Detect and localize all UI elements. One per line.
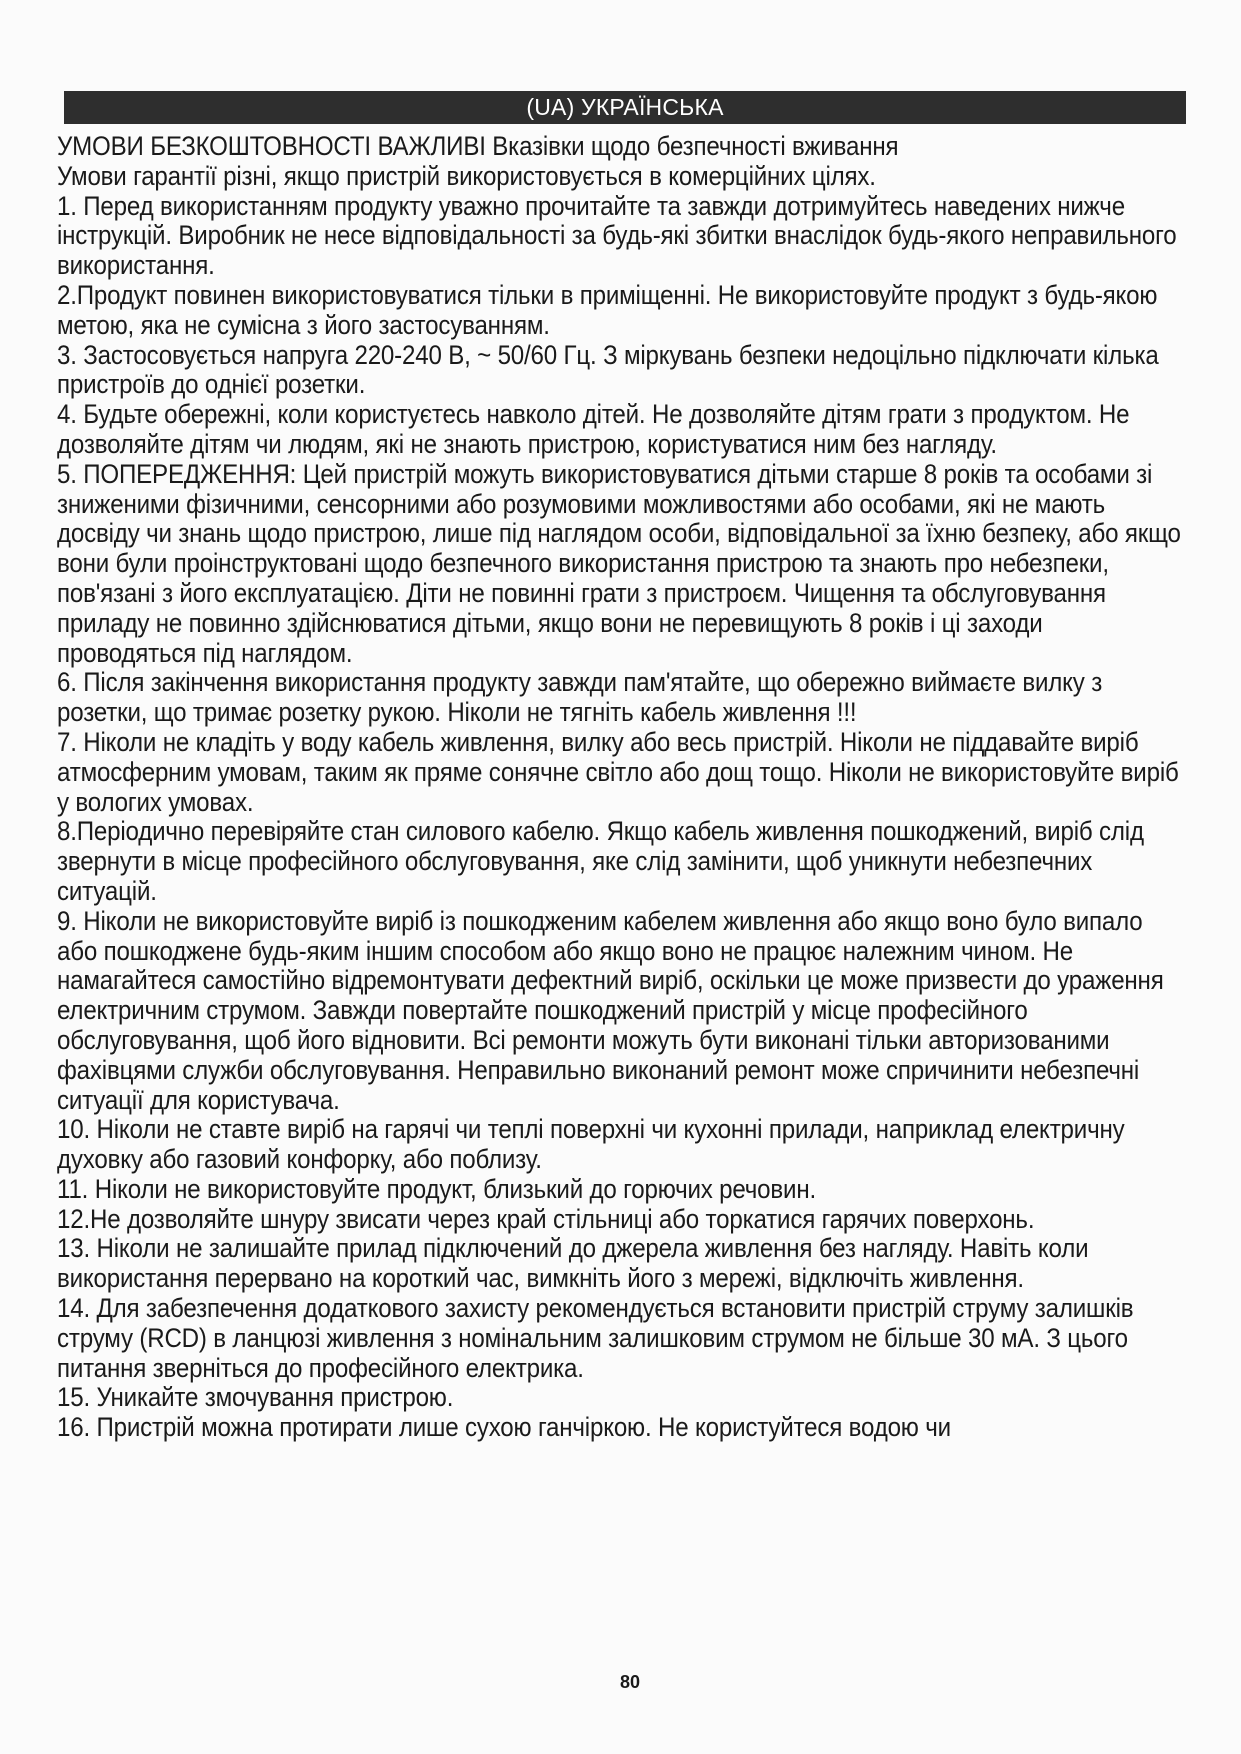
- instruction-item-15: 15. Уникайте змочування пристрою.: [57, 1382, 454, 1413]
- instruction-item-11: 11. Ніколи не використовуйте продукт, близький до горючих речовин.: [57, 1173, 816, 1204]
- instruction-item-5: 5. ПОПЕРЕДЖЕННЯ: Цей пристрій можуть використовуватися дітьми старше 8 років та особами зі зниженими фізичними, сенсорними або розумовими можливостями або особами, які не мають досвіду чи знань щодо пристрою, лише під наглядом особи, відповідальної за їхню безпеку, або якщо вони були проінструктовані щодо безпечного використання пристрою та знають про небезпеки, пов'язані з його експлуатацією. Діти не повинні грати з пристроєм. Чищення та обслуговування приладу не повинно здійснюватися дітьми, якщо вони не перевищують 8 років і ці заходи проводяться під наглядом.: [57, 458, 1181, 668]
- instructions-body: [57, 132, 1185, 1443]
- instruction-item-2: 2.Продукт повинен використовуватися тільки в приміщенні. Не використовуйте продукт з будь-якою метою, яка не сумісна з його застосуванням.: [57, 279, 1158, 340]
- instruction-item-7: 7. Ніколи не кладіть у воду кабель живлення, вилку або весь пристрій. Ніколи не піддавайте виріб атмосферним умовам, таким як пряме сонячне світло або дощ тощо. Ніколи не використовуйте виріб у вологих умовах.: [57, 726, 1179, 817]
- instruction-item-8: 8.Періодично перевіряйте стан силового кабелю. Якщо кабель живлення пошкоджений, виріб слід звернути в місце професійного обслуговування, яке слід замінити, щоб уникнути небезпечних ситуацій.: [57, 816, 1144, 906]
- instruction-item-3: 3. Застосовується напруга 220-240 В, ~ 50/60 Гц. З міркувань безпеки недоцільно підключати кілька пристроїв до однієї розетки.: [57, 339, 1159, 400]
- instruction-item-9: 9. Ніколи не використовуйте виріб із пошкодженим кабелем живлення або якщо воно було випало або пошкоджене будь-яким іншим способом або якщо воно не працює належним чином. Не намагайтеся самостійно відремонтувати дефектний виріб, оскільки це може призвести до ураження електричним струмом. Завжди повертайте пошкоджений пристрій у місце професійного обслуговування, щоб його відновити. Всі ремонти можуть бути виконані тільки авторизованими фахівцями служби обслуговування. Неправильно виконаний ремонт може спричинити небезпечні ситуації для користувача.: [57, 905, 1164, 1115]
- page-number: 80: [619, 1672, 641, 1692]
- instruction-item-16: 16. Пристрій можна протирати лише сухою ганчіркою. Не користуйтеся водою чи: [57, 1412, 951, 1443]
- instruction-item-14: 14. Для забезпечення додаткового захисту рекомендується встановити пристрій струму залишків струму (RCD) в ланцюзі живлення з номінальним залишковим струмом не більше 30 мА. З цього питання зверніться до професійного електрика.: [57, 1293, 1134, 1383]
- warranty-note: Умови гарантії різні, якщо пристрій використовується в комерційних цілях.: [57, 160, 876, 191]
- document-title: УМОВИ БЕЗКОШТОВНОСТІ ВАЖЛИВІ Вказівки щодо безпечності вживання: [57, 131, 899, 161]
- instruction-item-12: 12.Не дозволяйте шнуру звисати через край стільниці або торкатися гарячих поверхонь.: [57, 1203, 1035, 1234]
- instruction-item-10: 10. Ніколи не ставте виріб на гарячі чи теплі поверхні чи кухонні прилади, наприклад електричну духовку або газовий конфорку, або поблизу.: [57, 1114, 1125, 1175]
- instruction-item-6: 6. Після закінчення використання продукту завжди пам'ятайте, що обережно виймаєте вилку з розетки, що тримає розетку рукою. Ніколи не тягніть кабель живлення !!!: [57, 667, 1103, 728]
- language-header-bar: (UA) УКРАЇНСЬКА: [64, 91, 1186, 124]
- instruction-item-1: 1. Перед використанням продукту уважно прочитайте та завжди дотримуйтесь наведених нижче інструкцій. Виробник не несе відповідальності за будь-які збитки внаслідок будь-якого неправильного використання.: [57, 190, 1177, 281]
- instruction-item-13: 13. Ніколи не залишайте прилад підключений до джерела живлення без нагляду. Навіть коли використання перервано на короткий час, вимкніть його з мережі, відключіть живлення.: [57, 1233, 1089, 1294]
- instruction-item-4: 4. Будьте обережні, коли користуєтесь навколо дітей. Не дозволяйте дітям грати з продуктом. Не дозволяйте дітям чи людям, які не знають пристрою, користуватися ним без нагляду.: [57, 399, 1130, 459]
